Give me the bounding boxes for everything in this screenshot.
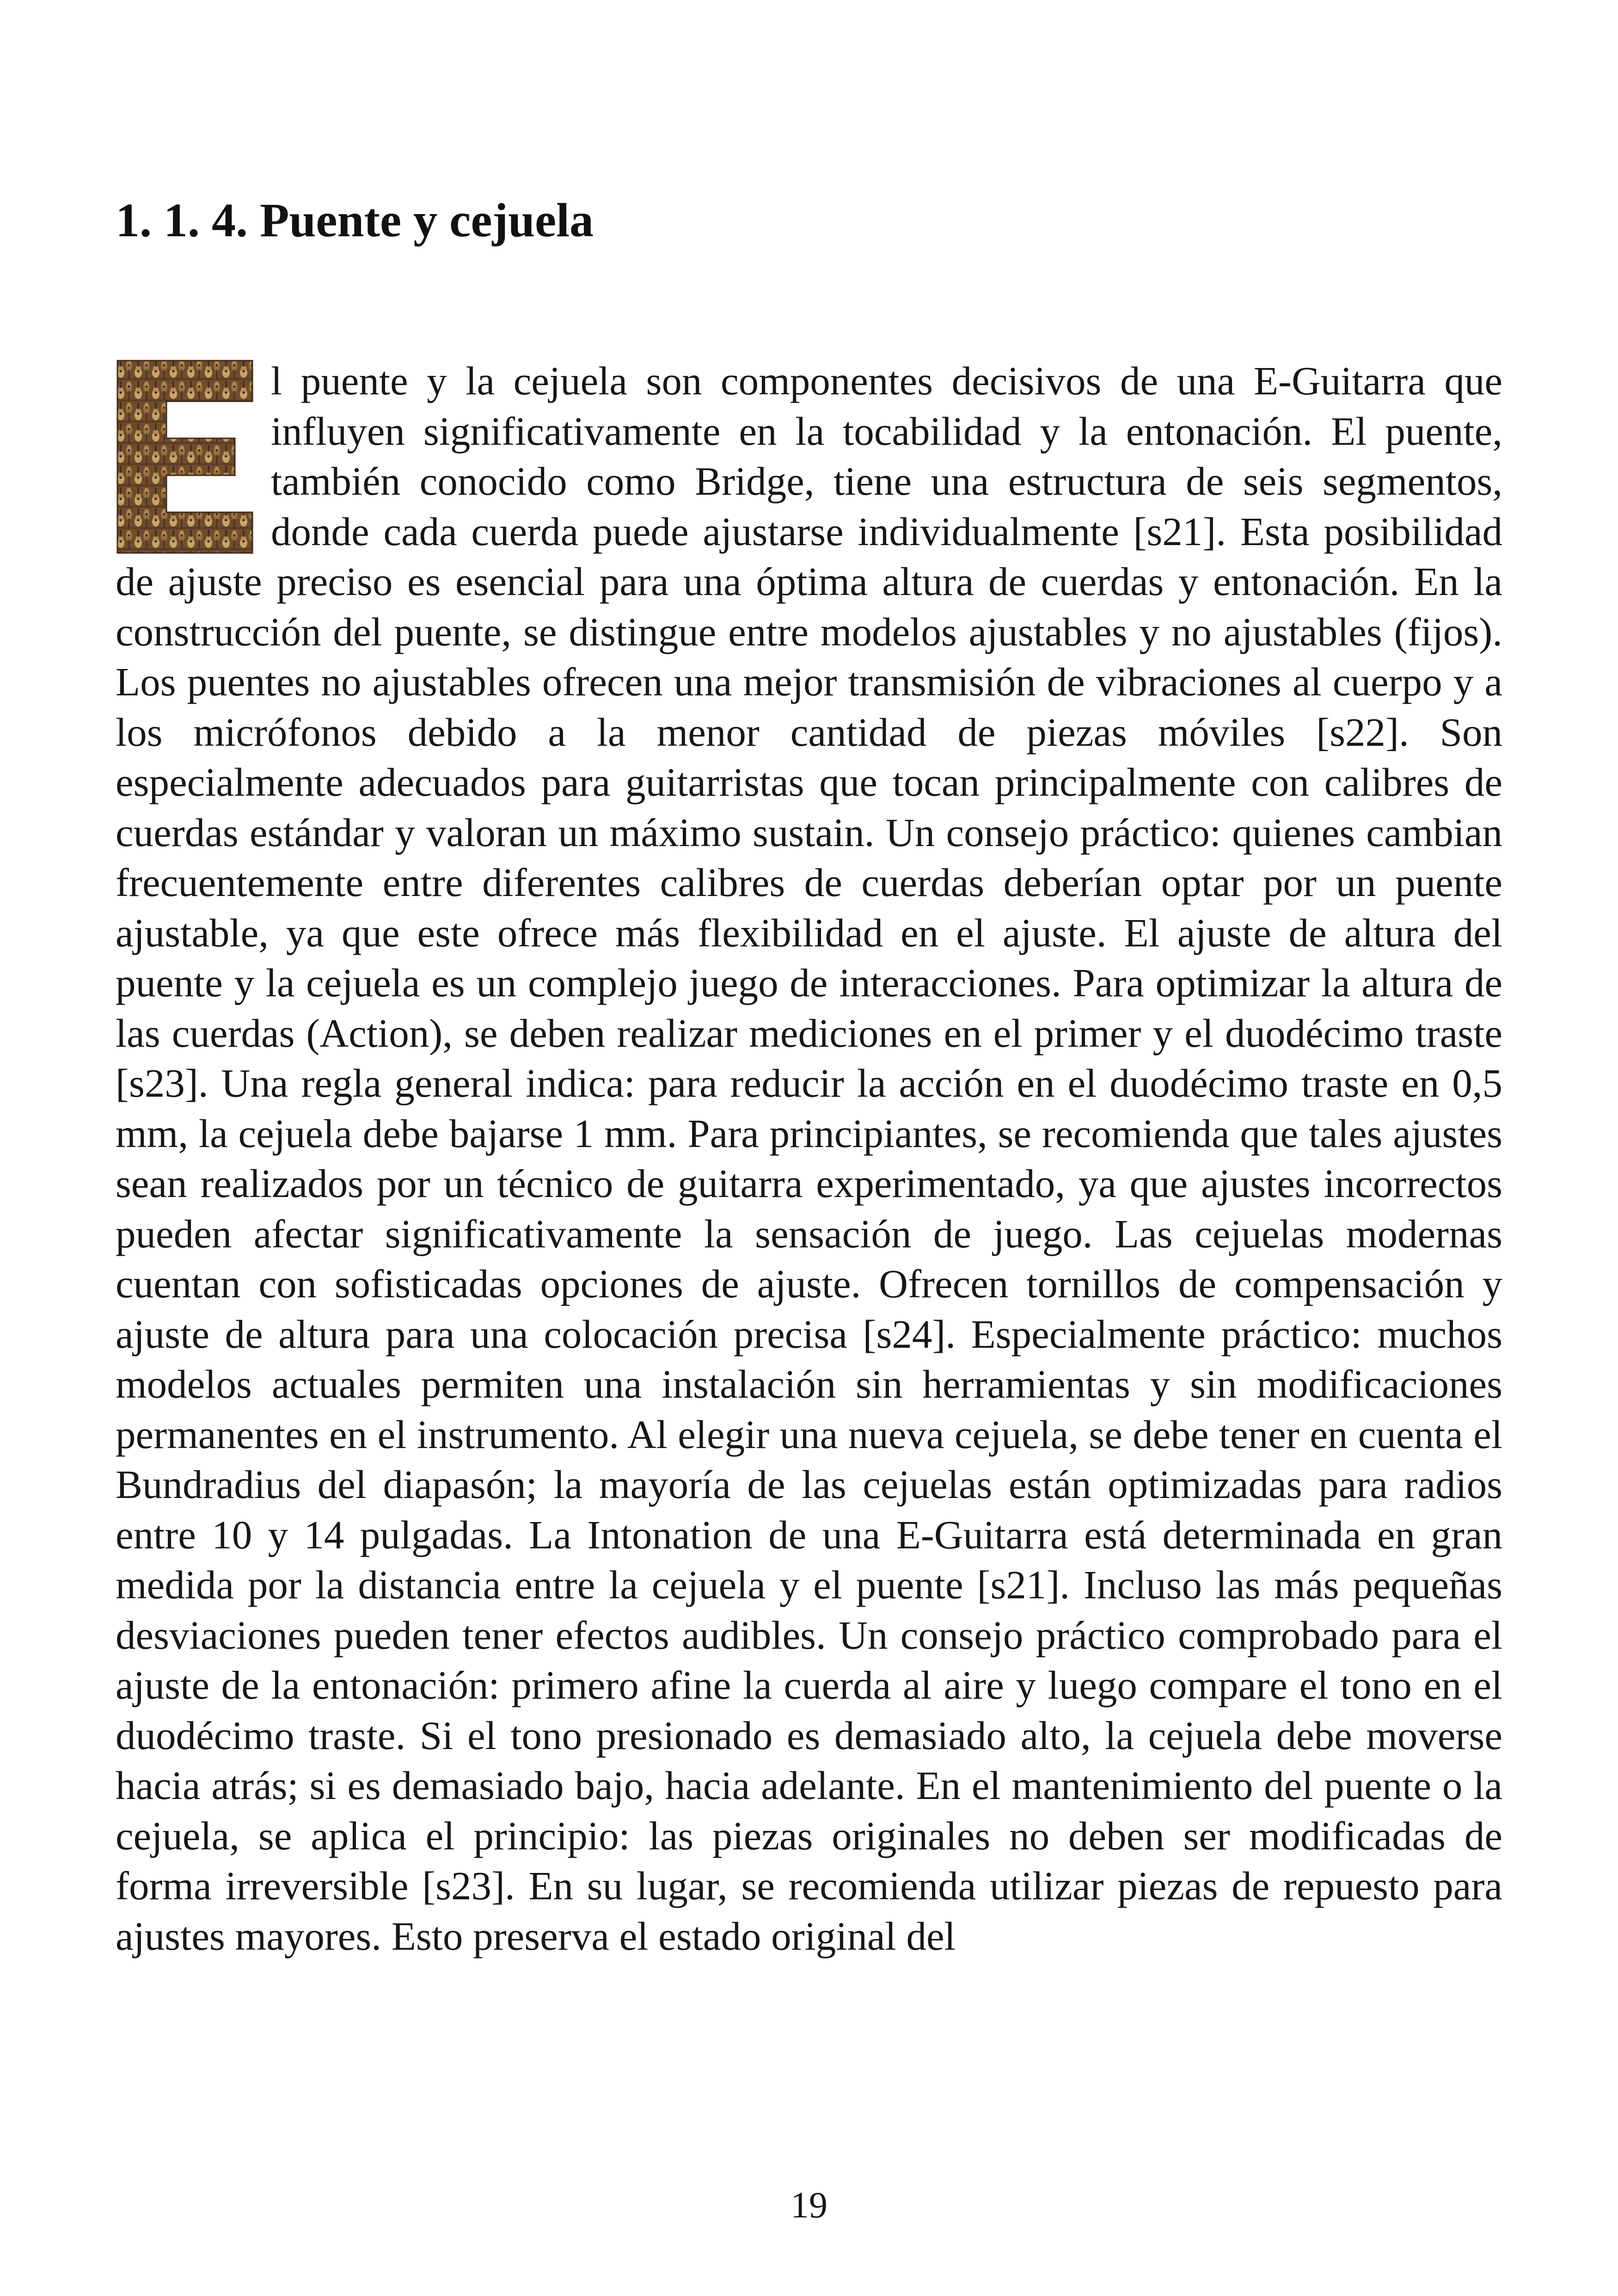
body-text: l puente y la cejuela son componentes decisivos de una E-Guitarra que influyen significativamente en la tocabilidad y la entonación. El puente, también conocido como Bridge, tiene una estructura de seis segmentos, donde cada cuerda puede ajustarse individualmente [s21]. Esta posibilidad de ajuste preciso es esencial para una óptima altura de cuerdas y entonación. En la construcción del puente, se distingue entre modelos ajustables y no ajustables (fijos). Los puentes no ajustables ofrecen una mejor transmisión de vibraciones al cuerpo y a los micrófonos debido a la menor cantidad de piezas móviles [s22]. Son especialmente adecuados para guitarristas que tocan principalmente con calibres de cuerdas estándar y valoran un máximo sustain. Un consejo práctico: quienes cambian frecuentemente entre diferentes calibres de cuerdas deberían optar por un puente ajustable, ya que este ofrece más flexibilidad en el ajuste. El ajuste de altura del puente y la cejuela es un complejo juego de interacciones. Para optimizar la altura de las cuerdas (Action), se deben realizar mediciones en el primer y el duodécimo traste [s23]. Una regla general indica: para reducir la acción en el duodécimo traste en 0,5 mm, la cejuela debe bajarse 1 mm. Para principiantes, se recomienda que tales ajustes sean realizados por un técnico de guitarra experimentado, ya que ajustes incorrectos pueden afectar significativamente la sensación de juego. Las cejuelas modernas cuentan con sofisticadas opciones de ajuste. Ofrecen tornillos de compensación y ajuste de altura para una colocación precisa [s24]. Especialmente práctico: muchos modelos actuales permiten una instalación sin herramientas y sin modificaciones permanentes en el instrumento. Al elegir una nueva cejuela, se debe tener en cuenta el Bundradius del diapasón; la mayoría de las cejuelas están optimizadas para radios entre 10 y 14 pulgadas. La Intonation de una E-Guitarra está determinada en gran medida por la distancia entre la cejuela y el puente [s21]. Incluso las más pequeñas desviaciones pueden tener efectos audibles. Un consejo práctico comprobado para el ajuste de la entonación: primero afine la cuerda al aire y luego compare el tono en el duodécimo traste. Si el tono presionado es demasiado alto, la cejuela debe moverse hacia atrás; si es demasiado bajo, hacia adelante. En el mantenimiento del puente o la cejuela, se aplica el principio: las piezas originales no deben ser modificadas de forma irreversible [s23]. En su lugar, se recomienda utilizar piezas de repuesto para ajustes mayores. Esto preserva el estado original del [116, 358, 1502, 1958]
dropcap-e-icon [116, 359, 254, 555]
page-number: 19 [791, 2185, 827, 2226]
body-paragraph [116, 356, 1502, 1961]
section-heading: 1. 1. 4. Puente y cejuela [116, 194, 594, 247]
